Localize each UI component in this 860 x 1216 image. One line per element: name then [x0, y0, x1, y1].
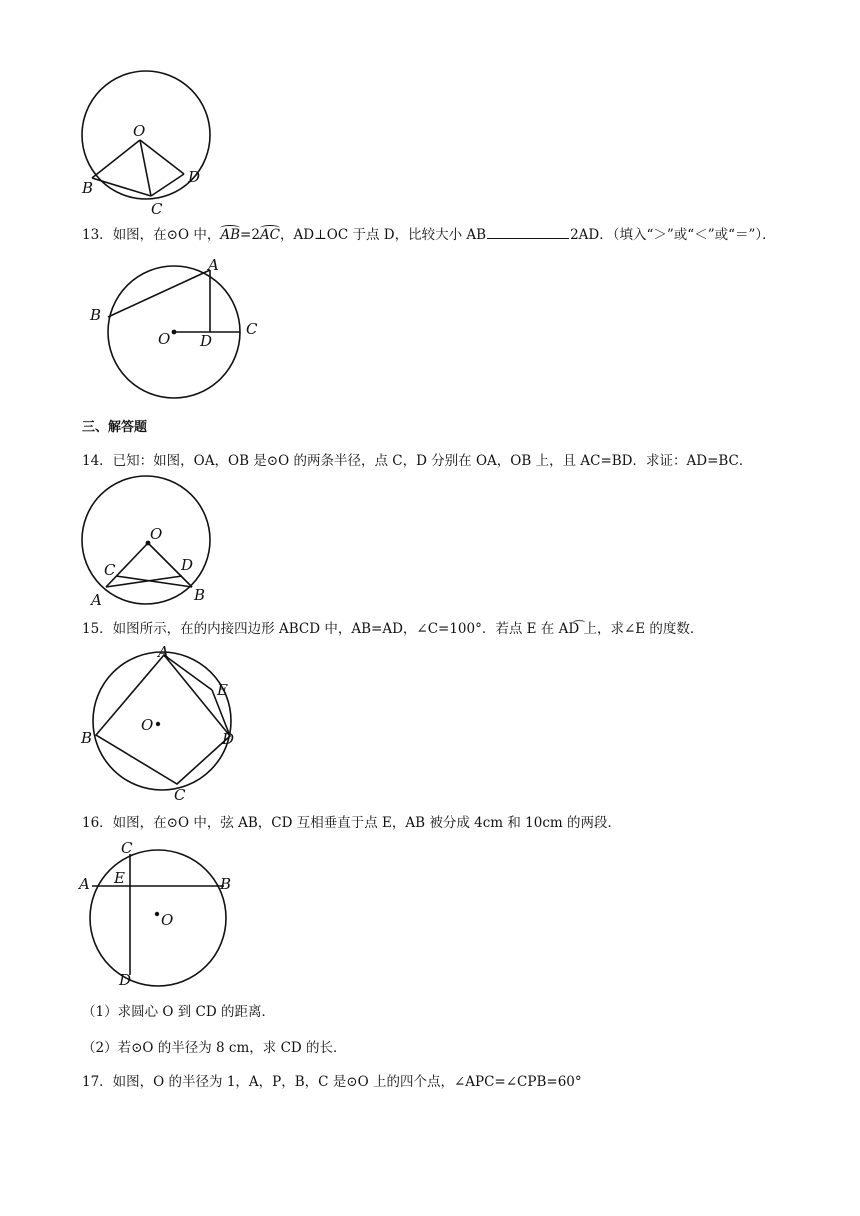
label-D: D — [222, 730, 235, 748]
question-15: 15．如图所示，在的内接四边形 ABCD 中，AB=AD，∠C=100°．若点 E 在 AD͡ 上，求∠E 的度数． — [82, 621, 704, 637]
label-A: A — [79, 875, 90, 893]
q13-post: 2AD．（填入“＞”或“＜”或“＝”）． — [570, 227, 776, 243]
question-14: 14．已知：如图，OA，OB 是⊙O 的两条半径，点 C，D 分别在 OA，OB 上，且 AC=BD．求证：AD=BC． — [82, 453, 753, 469]
label-O: O — [141, 716, 154, 734]
label-O: O — [161, 911, 174, 929]
question-16: 16．如图，在⊙O 中，弦 AB，CD 互相垂直于点 E，AB 被分成 4cm 和 10cm 的两段． — [82, 815, 622, 831]
label-C: C — [174, 786, 186, 803]
label-B: B — [90, 306, 102, 324]
label-A: A — [158, 645, 169, 661]
figure-q12 — [78, 68, 228, 218]
label-E: E — [114, 869, 125, 887]
question-17: 17．如图，O 的半径为 1，A，P，B，C 是⊙O 上的四个点，∠APC=∠CPB=60° — [82, 1074, 582, 1090]
label-D: D — [181, 556, 194, 574]
label-C: C — [104, 561, 116, 579]
label-D: D — [200, 332, 213, 350]
section-heading: 三、解答题 — [82, 420, 148, 435]
figure-q14 — [78, 475, 248, 610]
label-B: B — [81, 729, 93, 747]
label-O: O — [158, 330, 171, 348]
arc-ac: AC — [259, 227, 281, 243]
label-D: D — [119, 971, 132, 989]
q16-sub1: （1）求圆心 O 到 CD 的距离． — [82, 1004, 275, 1020]
arc-ab: AB — [220, 227, 241, 243]
q13-pre: 如图，在⊙O 中， — [112, 227, 221, 243]
q13-mid: ，AD⊥OC 于点 D，比较大小 AB — [280, 227, 487, 243]
label-O: O — [133, 122, 146, 140]
label-C: C — [151, 200, 163, 218]
question-13 — [82, 226, 776, 244]
label-B: B — [82, 179, 94, 197]
label-A: A — [91, 591, 102, 609]
q13-number: 13． — [82, 227, 113, 243]
label-C: C — [121, 839, 133, 857]
answer-blank[interactable] — [487, 226, 569, 239]
q13-eq: =2 — [240, 227, 260, 243]
figure-q15 — [80, 645, 250, 803]
q16-sub2: （2）若⊙O 的半径为 8 cm，求 CD 的长． — [82, 1040, 347, 1056]
label-A: A — [208, 256, 219, 274]
label-O: O — [150, 525, 163, 543]
label-B: B — [194, 586, 206, 604]
figure-q16 — [78, 839, 248, 991]
label-C: C — [246, 320, 258, 338]
label-B: B — [220, 875, 232, 893]
label-D: D — [188, 168, 201, 186]
label-E: E — [217, 681, 228, 699]
figure-q13 — [86, 256, 276, 402]
